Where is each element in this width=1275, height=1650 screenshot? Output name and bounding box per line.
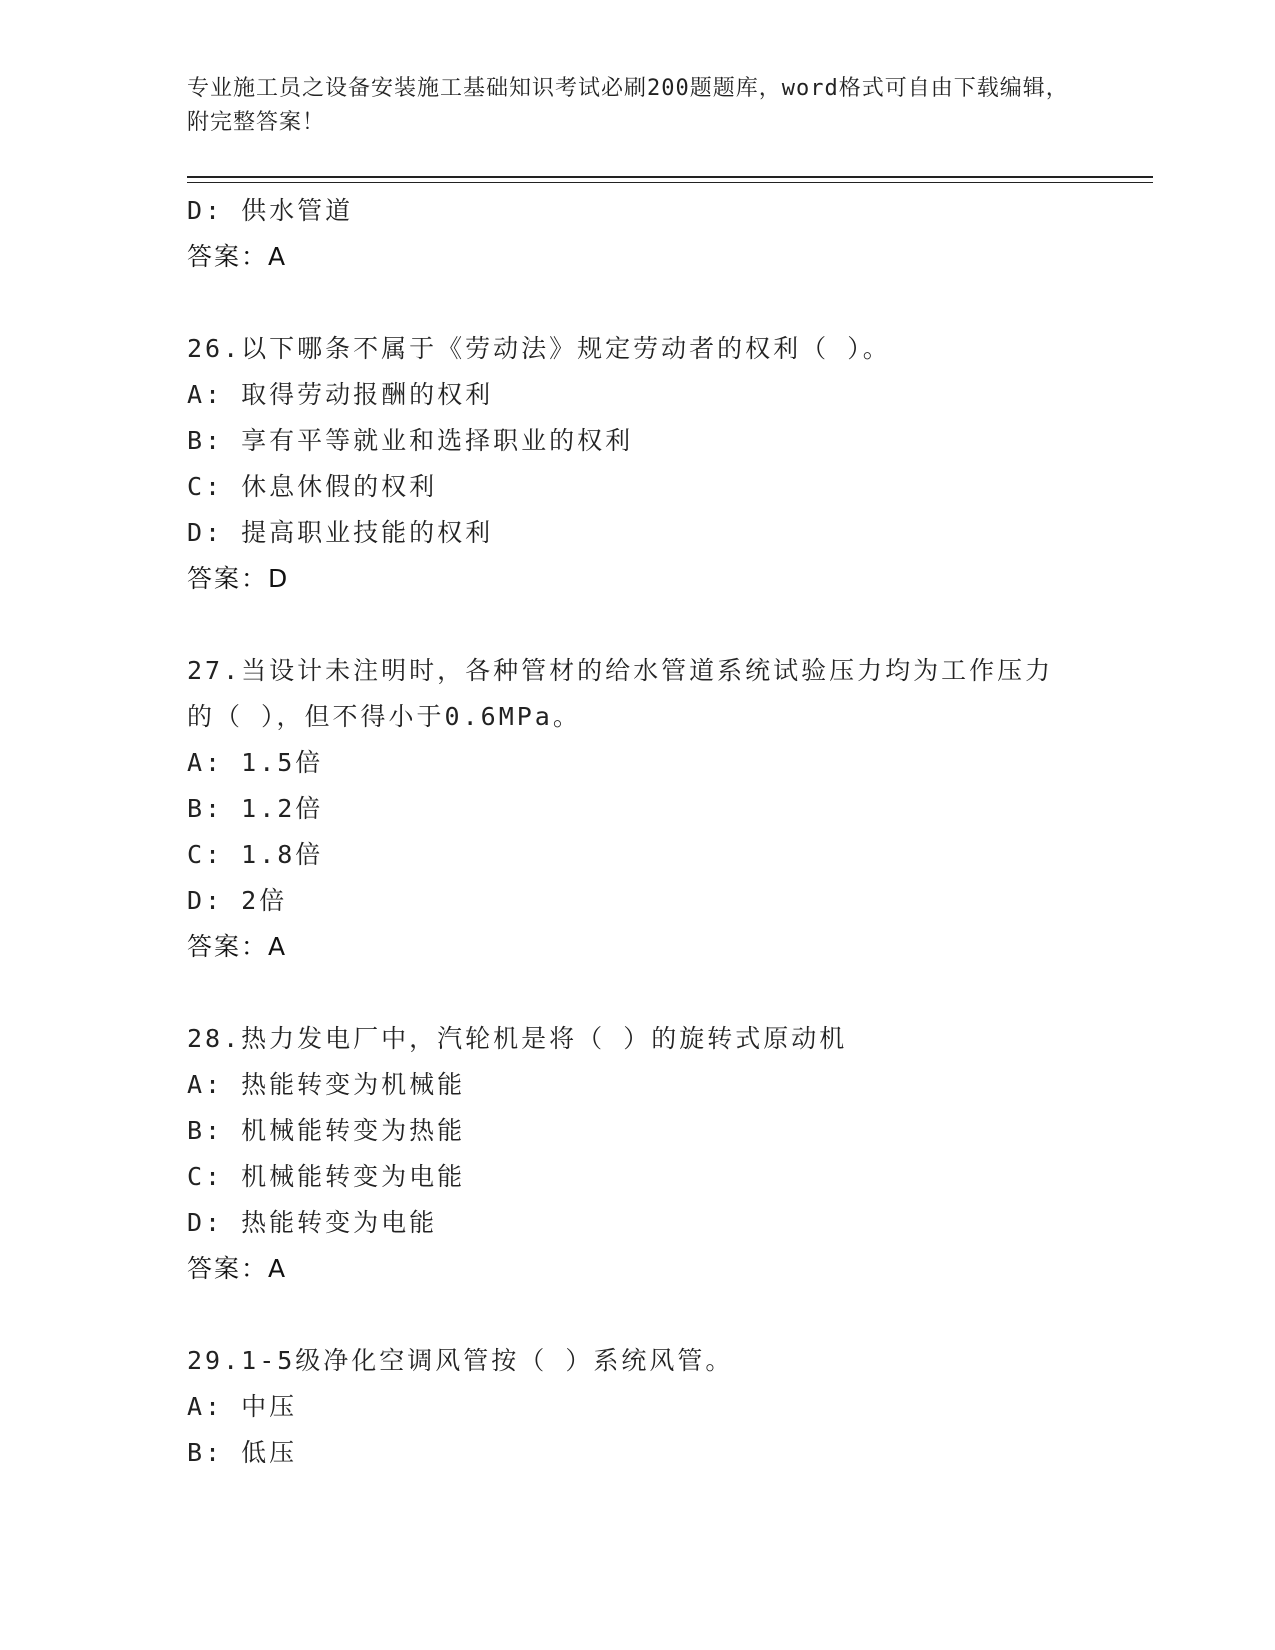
prev-answer: 答案：A bbox=[187, 242, 288, 271]
option-d: D: 2倍 bbox=[187, 886, 288, 915]
question-stem: 28.热力发电厂中，汽轮机是将（ ）的旋转式原动机 bbox=[187, 1024, 848, 1053]
question-stem: 26.以下哪条不属于《劳动法》规定劳动者的权利（ ）。 bbox=[187, 334, 891, 363]
option-a: A: 1.5倍 bbox=[187, 748, 324, 777]
answer-line: 答案：A bbox=[187, 932, 288, 961]
answer-line: 答案：D bbox=[187, 564, 290, 593]
question-26 bbox=[187, 326, 1087, 602]
option-b: B: 机械能转变为热能 bbox=[187, 1116, 466, 1145]
question-28 bbox=[187, 1016, 1087, 1292]
spacer bbox=[187, 602, 1087, 648]
option-a: A: 取得劳动报酬的权利 bbox=[187, 380, 494, 409]
option-d: D: 热能转变为电能 bbox=[187, 1208, 438, 1237]
option-c: C: 机械能转变为电能 bbox=[187, 1162, 466, 1191]
header-title: 专业施工员之设备安装施工基础知识考试必刷200题题库，word格式可自由下载编辑，附完整答案！ bbox=[187, 76, 1069, 135]
option-d: D: 提高职业技能的权利 bbox=[187, 518, 494, 547]
option-c: C: 1.8倍 bbox=[187, 840, 324, 869]
spacer bbox=[187, 1292, 1087, 1338]
question-stem: 29.1-5级净化空调风管按（ ）系统风管。 bbox=[187, 1346, 734, 1375]
option-a: A: 中压 bbox=[187, 1392, 298, 1421]
prev-option-d: D: 供水管道 bbox=[187, 196, 354, 225]
answer-line: 答案：A bbox=[187, 1254, 288, 1283]
question-list bbox=[187, 188, 1087, 1476]
document-header bbox=[187, 72, 1087, 140]
option-b: B: 享有平等就业和选择职业的权利 bbox=[187, 426, 634, 455]
option-b: B: 低压 bbox=[187, 1438, 298, 1467]
option-a: A: 热能转变为机械能 bbox=[187, 1070, 466, 1099]
spacer bbox=[187, 970, 1087, 1016]
spacer bbox=[187, 280, 1087, 326]
question-stem-line-2: 的（ ），但不得小于0.6MPa。 bbox=[187, 702, 581, 731]
option-c: C: 休息休假的权利 bbox=[187, 472, 438, 501]
question-27 bbox=[187, 648, 1087, 970]
header-divider-thin bbox=[187, 182, 1153, 183]
option-b: B: 1.2倍 bbox=[187, 794, 324, 823]
header-divider-thick bbox=[187, 176, 1153, 178]
question-stem-line-1: 27.当设计未注明时，各种管材的给水管道系统试验压力均为工作压力 bbox=[187, 656, 1054, 685]
question-29 bbox=[187, 1338, 1087, 1476]
